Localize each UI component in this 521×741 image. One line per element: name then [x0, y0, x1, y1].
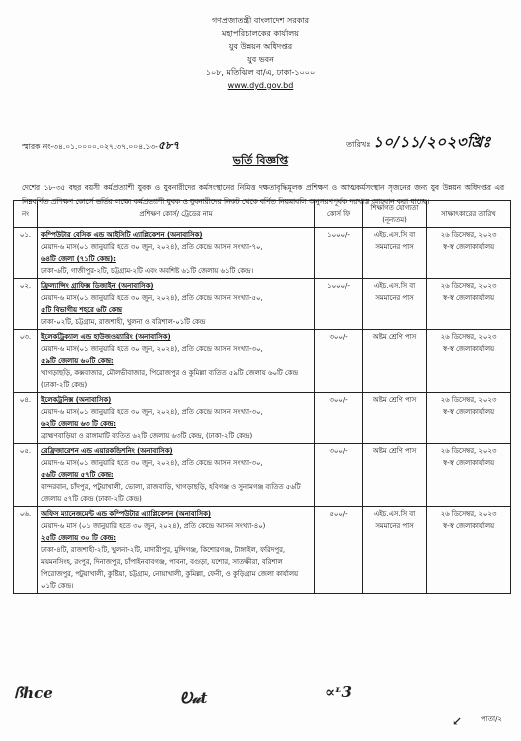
header-course: প্রশিক্ষণ কোর্স/ ট্রেডের নাম: [38, 201, 315, 228]
interview-cell: [427, 228, 511, 279]
header-interview: সাক্ষাৎকারের তারিখ: [427, 201, 511, 228]
notice-title: ভর্তি বিজ্ঞপ্তি: [232, 154, 289, 167]
government-name: গণপ্রজাতন্ত্রী বাংলাদেশ সরকার: [211, 16, 310, 25]
course-cell: [38, 330, 315, 393]
table-row: [14, 507, 511, 594]
row-number: ০২.: [14, 279, 38, 330]
building-name: যুব ভবন: [247, 55, 274, 64]
interview-cell: [427, 279, 511, 330]
interview-date: ২৬ ডিসেম্বর, ২০২৩: [440, 231, 497, 239]
education-requirement: অষ্টম শ্রেণি পাস: [363, 393, 427, 444]
signature-3: ∝ᶫ3: [325, 683, 352, 701]
website-link[interactable]: www.dyd.gov.bd: [227, 81, 294, 90]
header-no: নং: [14, 201, 38, 228]
course-duration: মেয়াদ-৬ মাস(০১ জানুয়ারি হতে ৩০ জুন, ২০২৪), প্রতি কেন্দ্রে আসন সংখ্যা-৩০,: [41, 459, 263, 467]
course-cell: [38, 444, 315, 507]
course-name: কম্পিউটার বেসিক এন্ড আইসিটি এ্যাপ্লিকেশন (অনাবাসিক): [41, 231, 203, 239]
interview-cell: [427, 444, 511, 507]
center-count: ৫টি বিভাগীয় শহরে ৬টি কেন্দ্র: [41, 306, 122, 314]
interview-office: স্ব-স্ব জেলাকার্যালয়: [442, 345, 495, 353]
memo-handwritten-number: ৫৮৭: [157, 139, 180, 152]
signature-1: ꟗhce: [14, 684, 53, 702]
course-name: রেফ্রিজারেশন এন্ড এয়ারকন্ডিশনিং (অনাবাসিক): [41, 447, 173, 455]
course-duration: মেয়াদ-৬ মাস(০১ জানুয়ারি হতে ৩০ জুন, ২০২৪), প্রতি কেন্দ্রে আসন সংখ্যা-৫০,: [41, 294, 263, 302]
education-requirement: এইচ.এস.সি বা সমমানের পাস: [363, 279, 427, 330]
course-duration: মেয়াদ-৬ মাস(০১ জানুয়ারি হতে ৩০ জুন, ২০২৪), প্রতি কেন্দ্রে আসন সংখ্যা-৩০,: [41, 408, 263, 416]
course-fee: ১০০০/-: [315, 228, 363, 279]
interview-cell: [427, 507, 511, 594]
header-fee: কোর্স ফি: [315, 201, 363, 228]
department-name: যুব উন্নয়ন অধিদপ্তর: [228, 42, 293, 51]
center-locations: খাগড়াছড়ি, কক্সবাজার, মৌলভীবাজার, পিরোজপুর ও কুমিল্লা ব্যতিত ৫৯টি জেলায় ৬০টি কেন্দ্র (ঢাকা-২টি কেন্দ্র): [41, 369, 299, 389]
course-cell: [38, 393, 315, 444]
course-cell: [38, 507, 315, 594]
center-count: ৬৪টি জেলা (৭১টি কেন্দ্র):: [41, 255, 116, 263]
center-count: ৫৬টি জেলায় ৫৭টি কেন্দ্র:: [41, 471, 114, 479]
center-locations: ঢাকা-৬টি, গাজীপুর-২টি, চট্টগ্রাম-২টি এবং অবশিষ্ট ৬১টি জেলায় ৬১টি কেন্দ্র।: [41, 267, 254, 275]
interview-date: ২৬ ডিসেম্বর, ২০২৩: [440, 447, 497, 455]
course-duration: মেয়াদ-৬ মাস(০১ জানুয়ারি হতে ৩০ জুন, ২০২৪), প্রতি কেন্দ্রে আসন সংখ্যা-৭০,: [41, 243, 263, 251]
center-locations: বান্দরবান, চাঁদপুর, পটুয়াখালী, ভোলা, রাজবাড়ি, খাগড়াছড়ি, হবিগঞ্জ ও সুনামগঞ্জ ব্যতিত ৫৬টি জেলায় ৫৭টি কেন্দ্র (ঢাকা-২টি কেন্দ্র): [41, 483, 301, 503]
initial-mark: ↙: [452, 714, 463, 728]
date-label: তারিখঃ: [346, 140, 371, 149]
memo-prefix: স্মারক নং-৩৪.০১.০০০০.০২৭.৩৭.০০৪.১৩-: [22, 142, 158, 151]
table-row: [14, 330, 511, 393]
row-number: ০১.: [14, 228, 38, 279]
center-count: ৫৯টি জেলায় ৬০টি কেন্দ্র:: [41, 357, 114, 365]
table-row: [14, 444, 511, 507]
course-fee: ৩০০/-: [315, 393, 363, 444]
interview-cell: [427, 393, 511, 444]
interview-office: স্ব-স্ব জেলাকার্যালয়: [442, 294, 495, 302]
education-requirement: এইচ.এস.সি বা সমমানের পাস: [363, 228, 427, 279]
center-locations: ঢাকা-৪টি, রাজশাহী-২টি, খুলনা-২টি, মাদারীপুর, মুন্সিগঞ্জ, কিশোরগঞ্জ, টাঙ্গাইল, ফরিদপুর, ময়মনসিংহ, রংপুর, দিনাজপুর, চাঁপাইনবাবগঞ্জ, পাবনা, বগুড়া, যশোর, সাতক্ষীরা, বরিশাল পিরোজপুর, পটুয়াখালী, কুষ্টিয়া, চট্টগ্রাম, নোয়াখালী, কুমিল্লা, ফেনী, ও কুড়িগ্রাম জেলা কার্যালয় ০১টি কেন্দ্র।: [41, 546, 299, 590]
interview-date: ২৬ ডিসেম্বর, ২০২৩: [440, 333, 497, 341]
row-number: ০৬.: [14, 507, 38, 594]
education-requirement: অষ্টম শ্রেণি পাস: [363, 330, 427, 393]
course-fee: ৩০০/-: [315, 330, 363, 393]
table-row: [14, 228, 511, 279]
education-requirement: অষ্টম শ্রেণি পাস: [363, 444, 427, 507]
course-fee: ৩০০/-: [315, 444, 363, 507]
center-count: ২৫টি জেলায় ৩০ টি কেন্দ্র:: [41, 534, 117, 542]
course-duration: মেয়াদ-৬ মাস (০১ জানুয়ারি হতে ৩০ জুন, ২০২৪), প্রতি কেন্দ্রে আসন সংখ্যা-৪০): [41, 522, 266, 530]
signature-2: Ꭷ𝓊t: [180, 689, 208, 707]
interview-office: স্ব-স্ব জেলাকার্যালয়: [442, 408, 495, 416]
page-number: পাতা/২: [481, 715, 502, 723]
table-row: [14, 393, 511, 444]
course-cell: [38, 279, 315, 330]
center-count: ৬২টি জেলায় ৬৩ টি কেন্দ্র:: [41, 420, 117, 428]
intro-paragraph: দেশের ১৮-৩৫ বছর বয়সী কর্মপ্রত্যাশী যুবক ও যুবনারীদের কর্মসংস্থানের নিমিত্ত দক্ষতাবৃদ্ধিমূলক প্রশিক্ষণ ও আত্মকর্মসংস্থান সৃজনের জন্য যুব উন্নয়ন অধিদপ্তর এর নিম্নবর্ণিত প্রশিক্ষণ কোর্সে ভর্তির লক্ষ্যে কর্মপ্রত্যাশী যুবক ও যুবনারীদের নিকট থেকে বর্ণিত নিয়মাবলি অনুসরণপূর্বক দরখাস্ত আহবান করা যাচ্ছে।: [22, 183, 504, 206]
interview-date: ২৬ ডিসেম্বর, ২০২৩: [440, 510, 497, 518]
course-name: ফ্রিল্যান্সিং গ্রাফিক্স ডিজাইন (অনাবাসিক): [41, 282, 154, 290]
course-cell: [38, 228, 315, 279]
row-number: ০৩.: [14, 330, 38, 393]
date-handwritten: ১০/১১/২০২৩খ্রিঃ: [373, 133, 491, 151]
center-locations: ব্রাহ্মণবাড়িয়া ও রাঙ্গামাটি ব্যতিত ৬২টি জেলায় ৬৩টি কেন্দ্র, (ঢাকা-২টি কেন্দ্র): [41, 432, 253, 440]
course-name: ইলেকট্রনিক্স (অনাবাসিক): [41, 396, 112, 404]
education-requirement: এইচ.এস.সি বা সমমানের পাস: [363, 507, 427, 594]
interview-office: স্ব-স্ব জেলাকার্যালয়: [442, 459, 495, 467]
row-number: ০৪.: [14, 393, 38, 444]
course-fee: ৫০০/-: [315, 507, 363, 594]
interview-office: স্ব-স্ব জেলাকার্যালয়: [442, 522, 495, 530]
address: ১০৮, মতিঝিল বা/এ, ঢাকা-১০০০: [205, 68, 316, 77]
interview-date: ২৬ ডিসেম্বর, ২০২৩: [440, 396, 497, 404]
interview-office: স্ব-স্ব জেলাকার্যালয়: [442, 243, 495, 251]
office-name: মহাপরিচালকের কার্যালয়: [222, 29, 299, 38]
course-duration: মেয়াদ-৬ মাস(০১ জানুয়ারি হতে ৩০ জুন, ২০২৪), প্রতি কেন্দ্রে আসন সংখ্যা-৩০,: [41, 345, 263, 353]
center-locations: ঢাকা-০২টি, চট্টগ্রাম, রাজশাহী, খুলনা ও বরিশাল-০১টি কেন্দ্র: [41, 318, 206, 326]
interview-date: ২৬ ডিসেম্বর, ২০২৩: [440, 282, 497, 290]
row-number: ০৫.: [14, 444, 38, 507]
course-fee: ১০০০/-: [315, 279, 363, 330]
course-name: ইলেকট্রিক্যাল এন্ড হাউজওয়্যারিং (অনাবাসিক): [41, 333, 171, 341]
header-education: শিক্ষাগত যোগ্যতা (নূন্যতম): [363, 201, 427, 228]
table-row: [14, 279, 511, 330]
course-name: অফিস ম্যানেজমেন্ট এন্ড কম্পিউটার এ্যাপ্লিকেশন (অনাবাসিক): [41, 510, 212, 518]
course-table: [13, 200, 511, 594]
letterhead: [0, 14, 521, 92]
table-header-row: [14, 201, 511, 228]
interview-cell: [427, 330, 511, 393]
